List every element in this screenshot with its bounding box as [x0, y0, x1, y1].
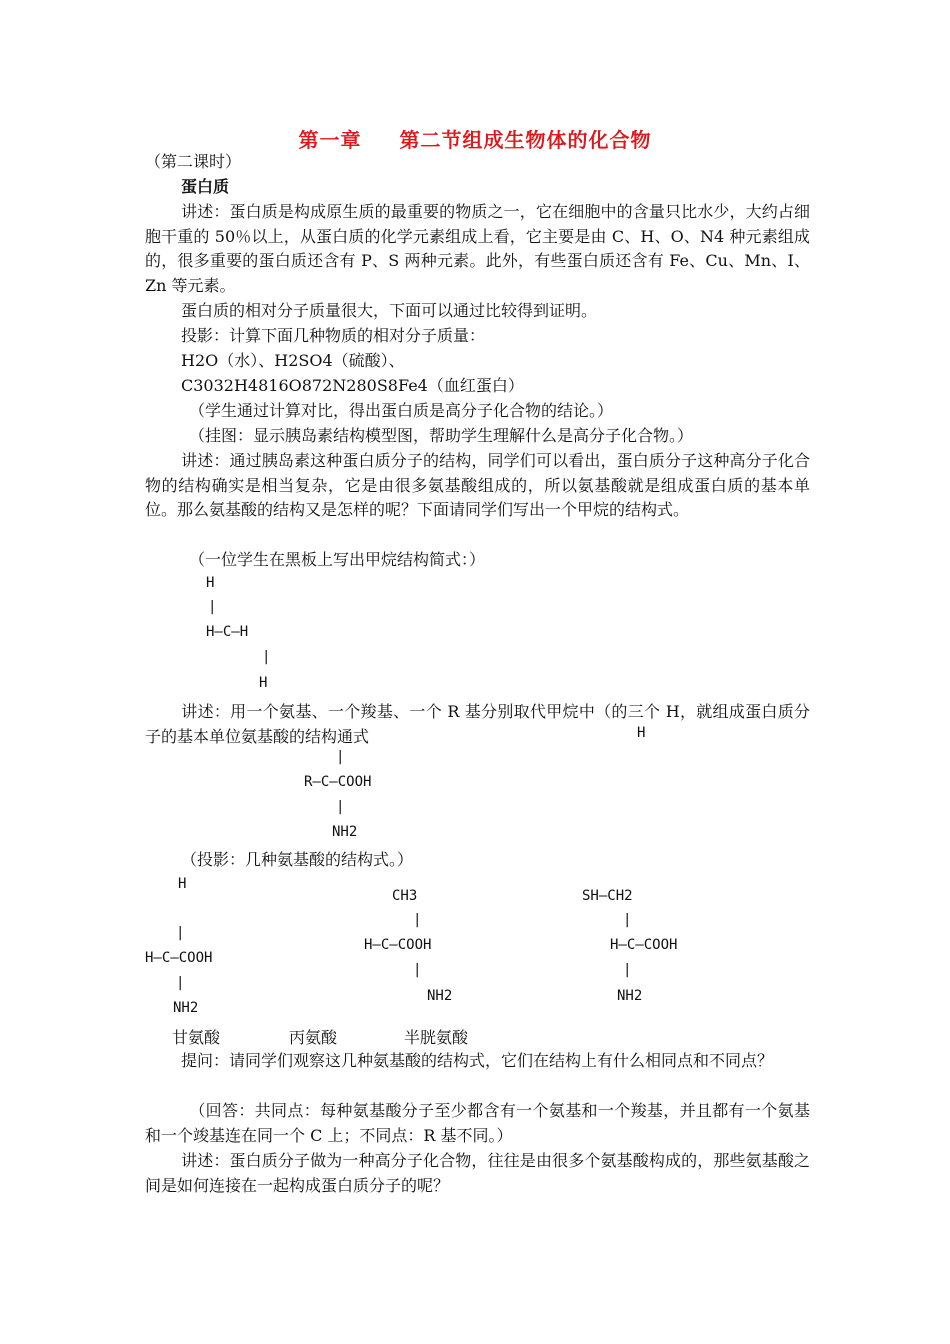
alanine-middle: H—C—COOH: [364, 937, 432, 953]
paragraph-1: 讲述：蛋白质是构成原生质的最重要的物质之一，它在细胞中的含量只比水少，大约占细胞干重的 50％以上，从蛋白质的化学元素组成上看，它主要是由 C、H、O、N4 种元素组成的，很多重要的蛋白质还含有 P、S 两种元素。此外，有些蛋白质还含有 Fe、Cu、Mn、I、Zn 等元素。: [145, 202, 810, 295]
general-middle: R—C—COOH: [304, 774, 372, 790]
formula-line-1: H2O（水）、H2SO4（硫酸）、: [181, 351, 405, 370]
glycine-bond-up: |: [176, 925, 185, 941]
lesson-subtitle: （第二课时）: [145, 152, 242, 171]
paragraph-8: 讲述：通过胰岛素这种蛋白质分子的结构，同学们可以看出，蛋白质分子这种高分子化合物的结构确实是相当复杂，它是由很多氨基酸组成的，所以氨基酸就是组成蛋白质的基本单位。那么氨基酸的结构又是怎样的呢？下面请同学们写出一个甲烷的结构式。: [145, 451, 810, 519]
glycine-name: 甘氨酸: [172, 1028, 221, 1047]
general-bottom-nh2: NH2: [332, 824, 358, 840]
general-bond-up: |: [336, 749, 345, 765]
methane-bond-down: |: [262, 649, 271, 665]
alanine-top: CH3: [392, 888, 418, 904]
methane-middle: H—C—H: [206, 624, 249, 640]
general-top-h: H: [637, 725, 646, 741]
paragraph-12: 提问：请同学们观察这几种氨基酸的结构式，它们在结构上有什么相同点和不同点？: [181, 1051, 774, 1070]
glycine-bond-down: |: [176, 975, 185, 991]
section-title: 第二节组成生物体的化合物: [399, 128, 652, 152]
cysteine-top: SH—CH2: [582, 888, 633, 904]
alanine-bottom: NH2: [427, 988, 453, 1004]
cysteine-middle: H—C—COOH: [610, 937, 678, 953]
cysteine-name: 半胱氨酸: [404, 1028, 469, 1047]
alanine-name: 丙氨酸: [289, 1028, 338, 1047]
cysteine-bond-down: |: [623, 962, 632, 978]
paragraph-13: （回答：共同点：每种氨基酸分子至少都含有一个氨基和一个羧基，并且都有一个氨基和一个竣基连在同一个 C 上；不同点：R 基不同。）: [145, 1101, 810, 1145]
paragraph-6: （学生通过计算对比，得出蛋白质是高分子化合物的结论。）: [189, 401, 614, 420]
alanine-bond-down: |: [413, 962, 422, 978]
glycine-top: H: [178, 876, 187, 892]
methane-top-h: H: [206, 575, 215, 591]
paragraph-2: 蛋白质的相对分子质量很大，下面可以通过比较得到证明。: [181, 301, 598, 320]
paragraph-9: （一位学生在黑板上写出甲烷结构简式：）: [189, 550, 486, 569]
chapter-title: [0, 124, 950, 153]
formula-line-2: C3032H4816O872N280S8Fe4（血红蛋白）: [181, 376, 524, 395]
paragraph-14: 讲述：蛋白质分子做为一种高分子化合物，往往是由很多个氨基酸构成的，那些氨基酸之间是如何连接在一起构成蛋白质分子的呢？: [145, 1151, 810, 1195]
paragraph-7: （挂图：显示胰岛素结构模型图，帮助学生理解什么是高分子化合物。）: [189, 426, 694, 445]
general-bond-down: |: [336, 799, 345, 815]
section-heading: 蛋白质: [181, 177, 230, 196]
methane-bottom-h: H: [259, 675, 268, 691]
paragraph-11: （投影：几种氨基酸的结构式。）: [181, 850, 414, 869]
paragraph-10: 讲述：用一个氨基、一个羧基、一个 R 基分别取代甲烷中（的三个 H，就组成蛋白质分子的基本单位氨基酸的结构通式: [145, 702, 810, 746]
paragraph-3: 投影：计算下面几种物质的相对分子质量：: [181, 326, 486, 345]
chapter-number: 第一章: [298, 128, 362, 152]
cysteine-bond-up: |: [623, 912, 632, 928]
glycine-middle: H—C—COOH: [145, 950, 213, 966]
methane-bond-up: |: [208, 599, 217, 615]
cysteine-bottom: NH2: [617, 988, 643, 1004]
alanine-bond-up: |: [413, 912, 422, 928]
glycine-bottom: NH2: [173, 1000, 199, 1016]
